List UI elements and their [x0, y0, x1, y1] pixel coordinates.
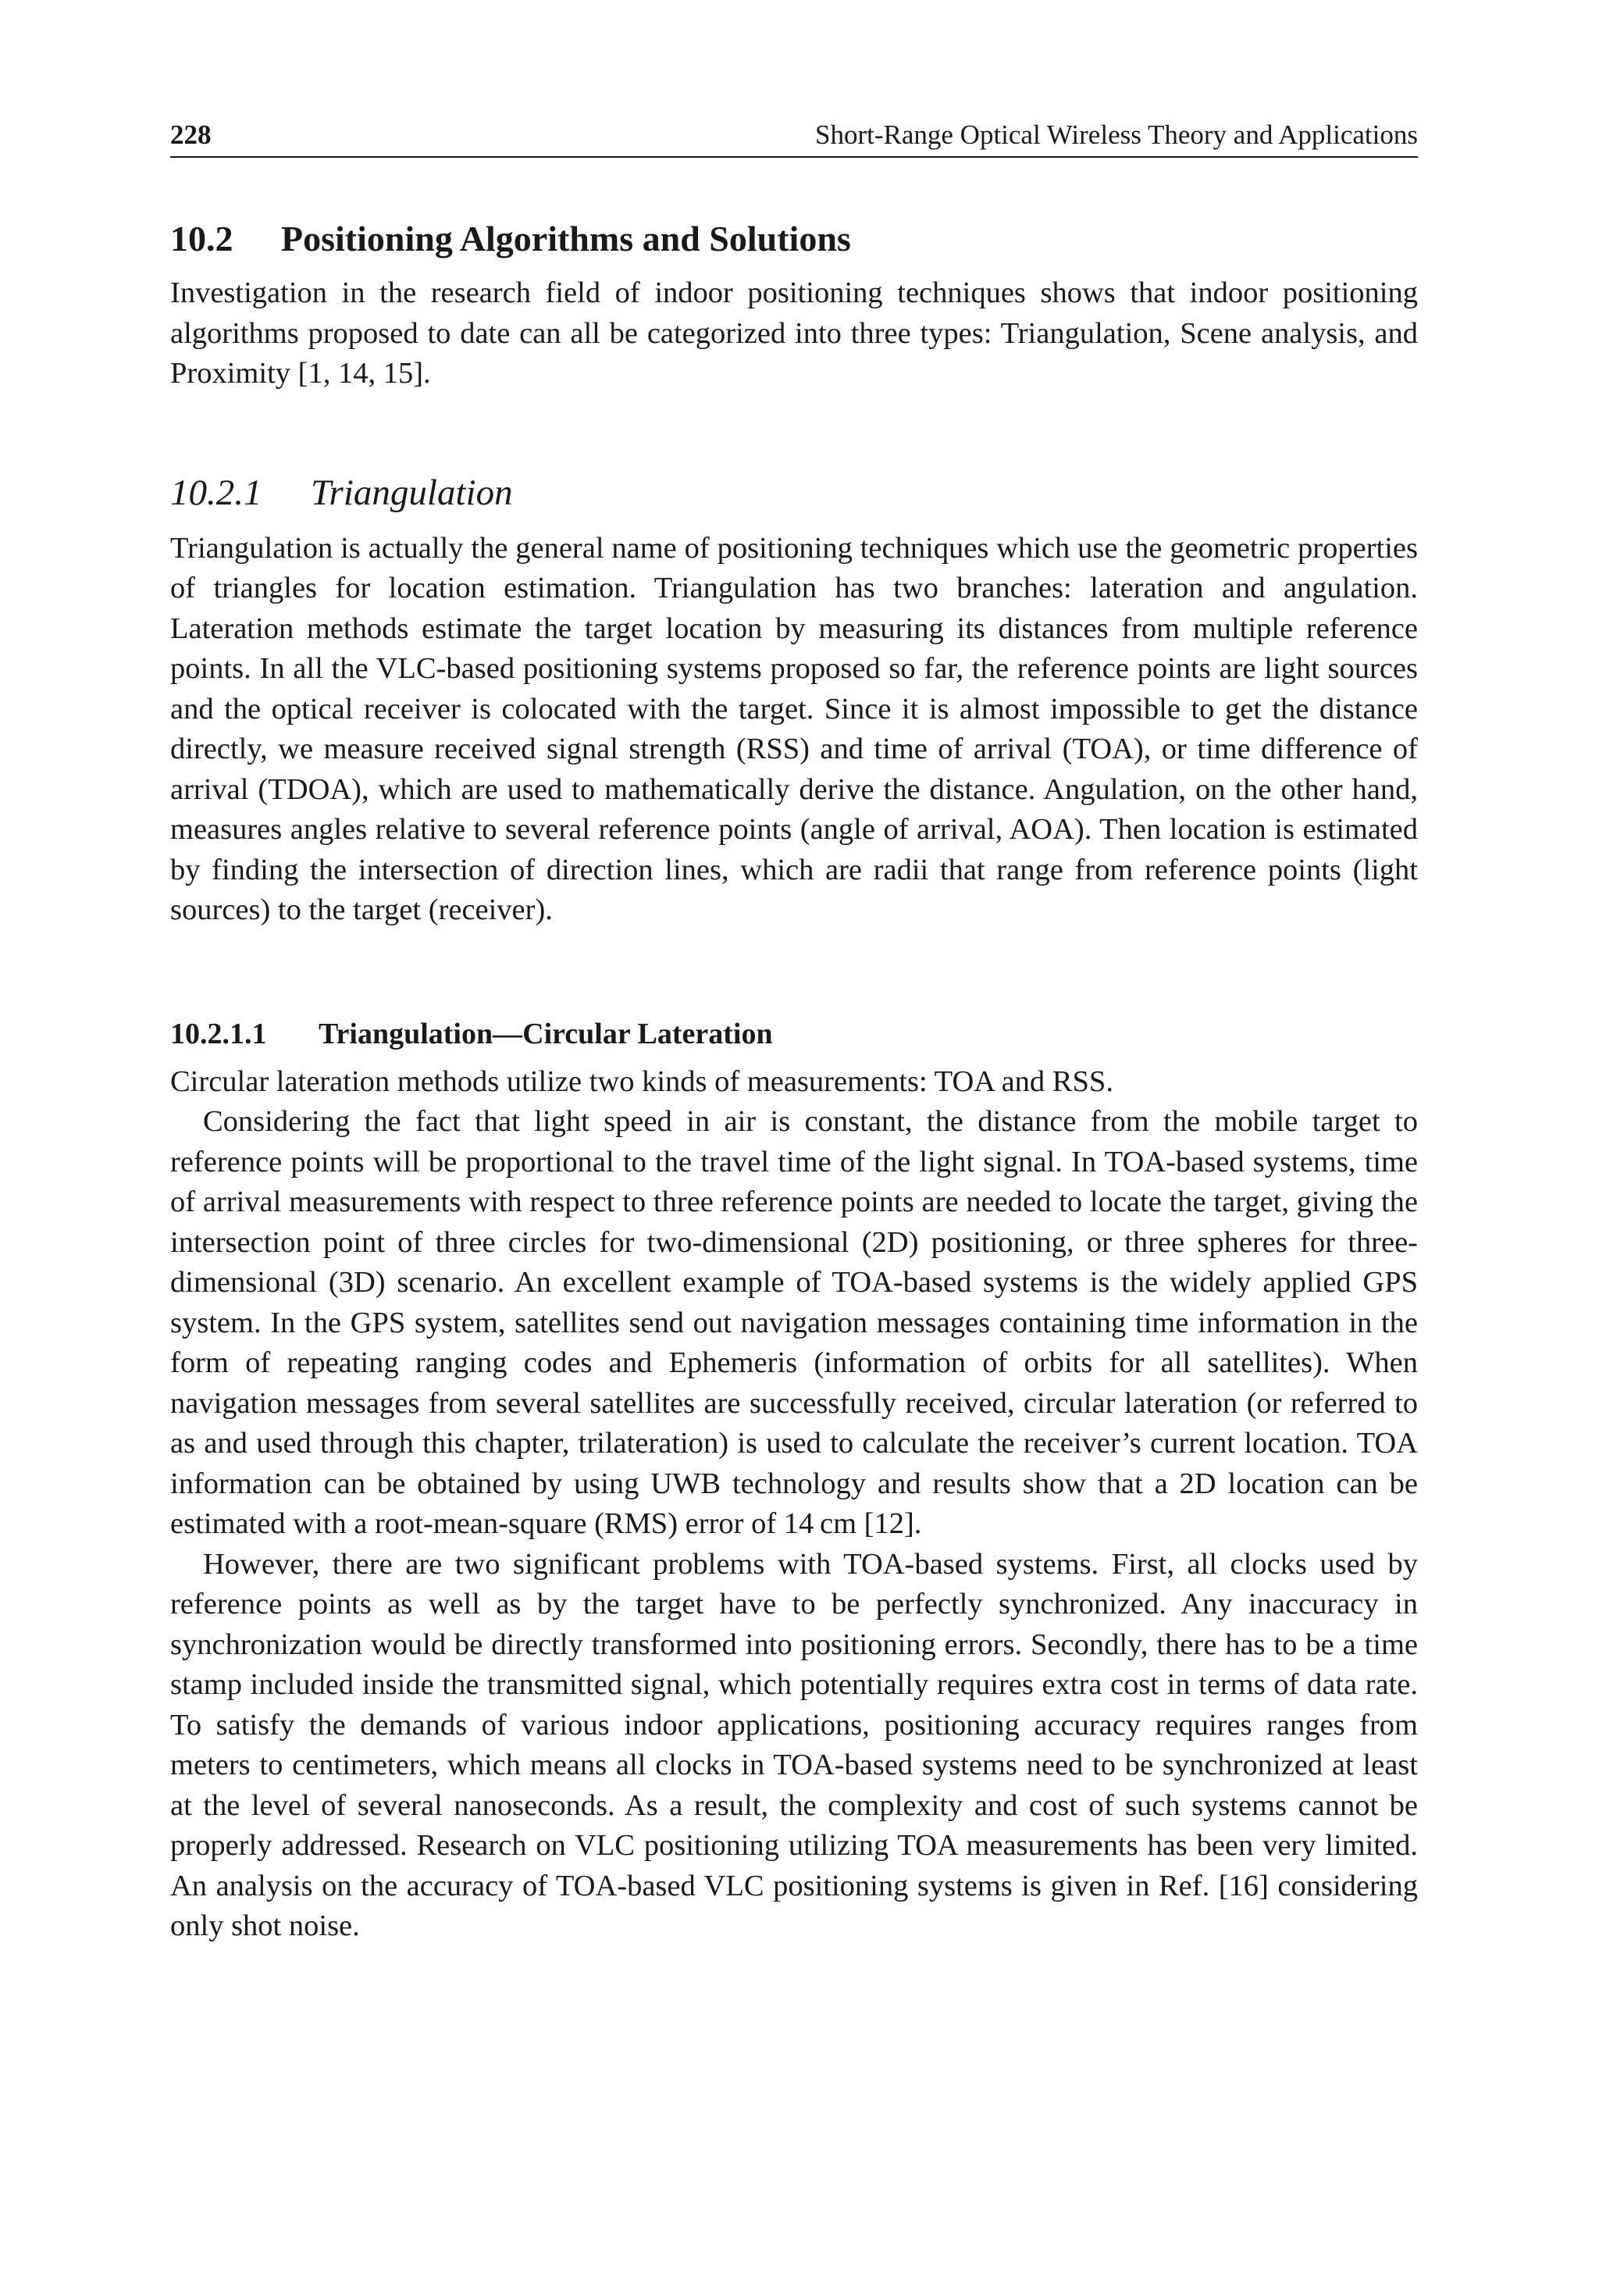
subsubsection-number: 10.2.1.1 — [170, 1017, 267, 1050]
page-number: 228 — [170, 119, 212, 150]
subsection-heading — [170, 469, 1418, 516]
running-header — [170, 116, 1418, 158]
section-title: Positioning Algorithms and Solutions — [281, 219, 851, 258]
subsubsection-title: Triangulation—Circular Lateration — [319, 1017, 773, 1050]
body-paragraph: Considering the fact that light speed in air is constant, the distance from the mobile target to reference points will be proportional to the travel time of the light signal. In TOA-based systems, time of arrival measurements with respect to three reference points are needed to locate the target, giving the intersection point of three circles for two-dimensional (2D) positioning, or three spheres for three-dimensional (3D) scenario. An excellent example of TOA-based systems is the widely applied GPS system. In the GPS system, satellites send out navigation messages containing time information in the form of repeating ranging codes and Ephemeris (information of orbits for all satellites). When navigation messages from several satellites are successfully received, circular lateration (or referred to as and used through this chapter, trilateration) is used to calculate the receiver’s current location. TOA information can be obtained by using UWB technology and results show that a 2D location can be estimated with a root-mean-square (RMS) error of 14 cm [12]. — [170, 1105, 1418, 1540]
section-number: 10.2 — [170, 219, 233, 258]
subsection-paragraph: Triangulation is actually the general name of positioning techniques which use the geometric properties of triangles for location estimation. Triangulation has two branches: lateration and angulation. Lateration methods estimate the target location by measuring its distances from multiple reference points. In all the VLC-based positioning systems proposed so far, the reference points are light sources and the optical receiver is colocated with the target. Since it is almost impossible to get the distance directly, we measure received signal strength (RSS) and time of arrival (TOA), or time difference of arrival (TDOA), which are used to mathematically derive the distance. Angulation, on the other hand, measures angles relative to several reference points (angle of arrival, AOA). Then location is estimated by finding the intersection of direction lines, which are radii that range from reference points (light sources) to the target (receiver). — [170, 531, 1418, 926]
body-paragraph: However, there are two significant problems with TOA-based systems. First, all clocks used by reference points as well as by the target have to be perfectly synchronized. Any inaccuracy in synchronization would be directly transformed into positioning errors. Secondly, there has to be a time stamp included inside the transmitted signal, which potentially requires extra cost in terms of data rate. To satisfy the demands of various indoor applications, positioning accuracy requires ranges from meters to centimeters, which means all clocks in TOA-based systems need to be synchronized at least at the level of several nanoseconds. As a result, the complexity and cost of such systems cannot be properly addressed. Research on VLC positioning utilizing TOA measurements has been very limited. An analysis on the accuracy of TOA-based VLC positioning systems is given in Ref. [16] considering only shot noise. — [170, 1547, 1418, 1942]
section-heading — [170, 216, 1418, 262]
body-paragraph: Circular lateration methods utilize two kinds of measurements: TOA and RSS. — [170, 1064, 1113, 1098]
subsection-number: 10.2.1 — [170, 472, 262, 513]
section-intro-paragraph: Investigation in the research field of indoor positioning techniques shows that indoor positioning algorithms proposed to date can all be categorized into three types: Triangulation, Scene analysis, and Proximity [1, 14, 15]. — [170, 276, 1418, 390]
running-title: Short-Range Optical Wireless Theory and Applications — [815, 119, 1418, 150]
page-content — [170, 216, 1418, 1947]
subsection-title: Triangulation — [311, 472, 513, 513]
subsubsection-heading — [170, 1014, 1418, 1054]
